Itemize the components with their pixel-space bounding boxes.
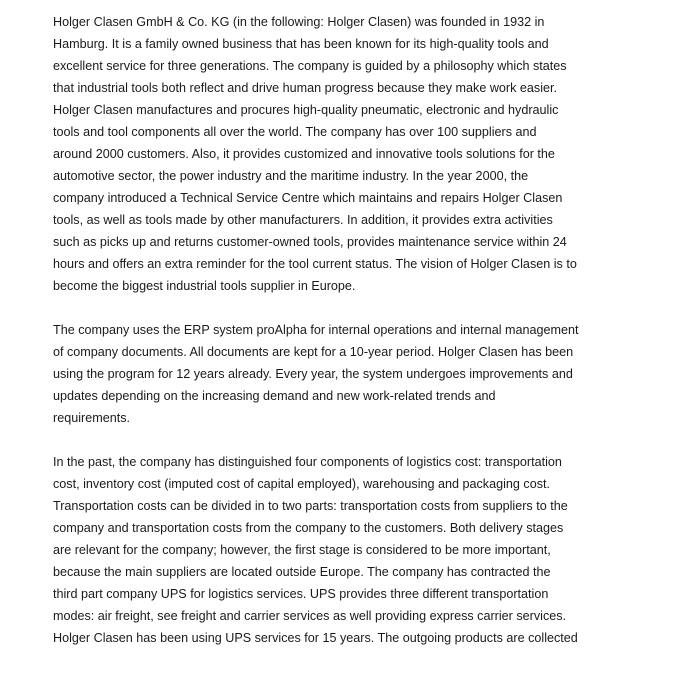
text-line: are relevant for the company; however, the first stage is considered to be more important,	[53, 543, 551, 557]
text-line: third part company UPS for logistics services. UPS provides three different transportation	[53, 587, 549, 601]
text-line: company and transportation costs from the company to the customers. Both delivery stages	[53, 521, 564, 535]
text-line: The company uses the ERP system proAlpha for internal operations and internal management	[53, 323, 579, 337]
paragraph-logistics-cost	[53, 451, 663, 649]
text-line: modes: air freight, see freight and carrier services as well providing express carrier services.	[53, 609, 567, 623]
text-line: requirements.	[53, 411, 130, 425]
text-line: Holger Clasen GmbH & Co. KG (in the following: Holger Clasen) was founded in 1932 in	[53, 15, 545, 29]
text-line: around 2000 customers. Also, it provides customized and innovative tools solutions for the	[53, 147, 555, 161]
text-line: Holger Clasen manufactures and procures high-quality pneumatic, electronic and hydraulic	[53, 103, 559, 117]
text-line: because the main suppliers are located outside Europe. The company has contracted the	[53, 565, 551, 579]
text-line: updates depending on the increasing demand and new work-related trends and	[53, 389, 496, 403]
text-line: tools, as well as tools made by other manufacturers. In addition, it provides extra activities	[53, 213, 553, 227]
text-line: Hamburg. It is a family owned business that has been known for its high-quality tools and	[53, 37, 549, 51]
text-line: using the program for 12 years already. Every year, the system undergoes improvements and	[53, 367, 573, 381]
text-line: Transportation costs can be divided in to two parts: transportation costs from suppliers to the	[53, 499, 568, 513]
text-line: hours and offers an extra reminder for the tool current status. The vision of Holger Clasen is to	[53, 257, 577, 271]
text-line: Holger Clasen has been using UPS services for 15 years. The outgoing products are collected	[53, 631, 578, 645]
text-line: company introduced a Technical Service Centre which maintains and repairs Holger Clasen	[53, 191, 563, 205]
text-line: excellent service for three generations. The company is guided by a philosophy which states	[53, 59, 567, 73]
document-body	[53, 11, 663, 671]
text-line: become the biggest industrial tools supplier in Europe.	[53, 279, 356, 293]
text-line: In the past, the company has distinguished four components of logistics cost: transportation	[53, 455, 562, 469]
text-line: automotive sector, the power industry and the maritime industry. In the year 2000, the	[53, 169, 529, 183]
text-line: that industrial tools both reflect and drive human progress because they make work easier.	[53, 81, 558, 95]
text-line: tools and tool components all over the world. The company has over 100 suppliers and	[53, 125, 537, 139]
text-line: such as picks up and returns customer-owned tools, provides maintenance service within 24	[53, 235, 567, 249]
paragraph-erp-system	[53, 319, 663, 429]
paragraph-company-intro	[53, 11, 663, 297]
text-line: of company documents. All documents are kept for a 10-year period. Holger Clasen has been	[53, 345, 574, 359]
text-line: cost, inventory cost (imputed cost of capital employed), warehousing and packaging cost.	[53, 477, 551, 491]
